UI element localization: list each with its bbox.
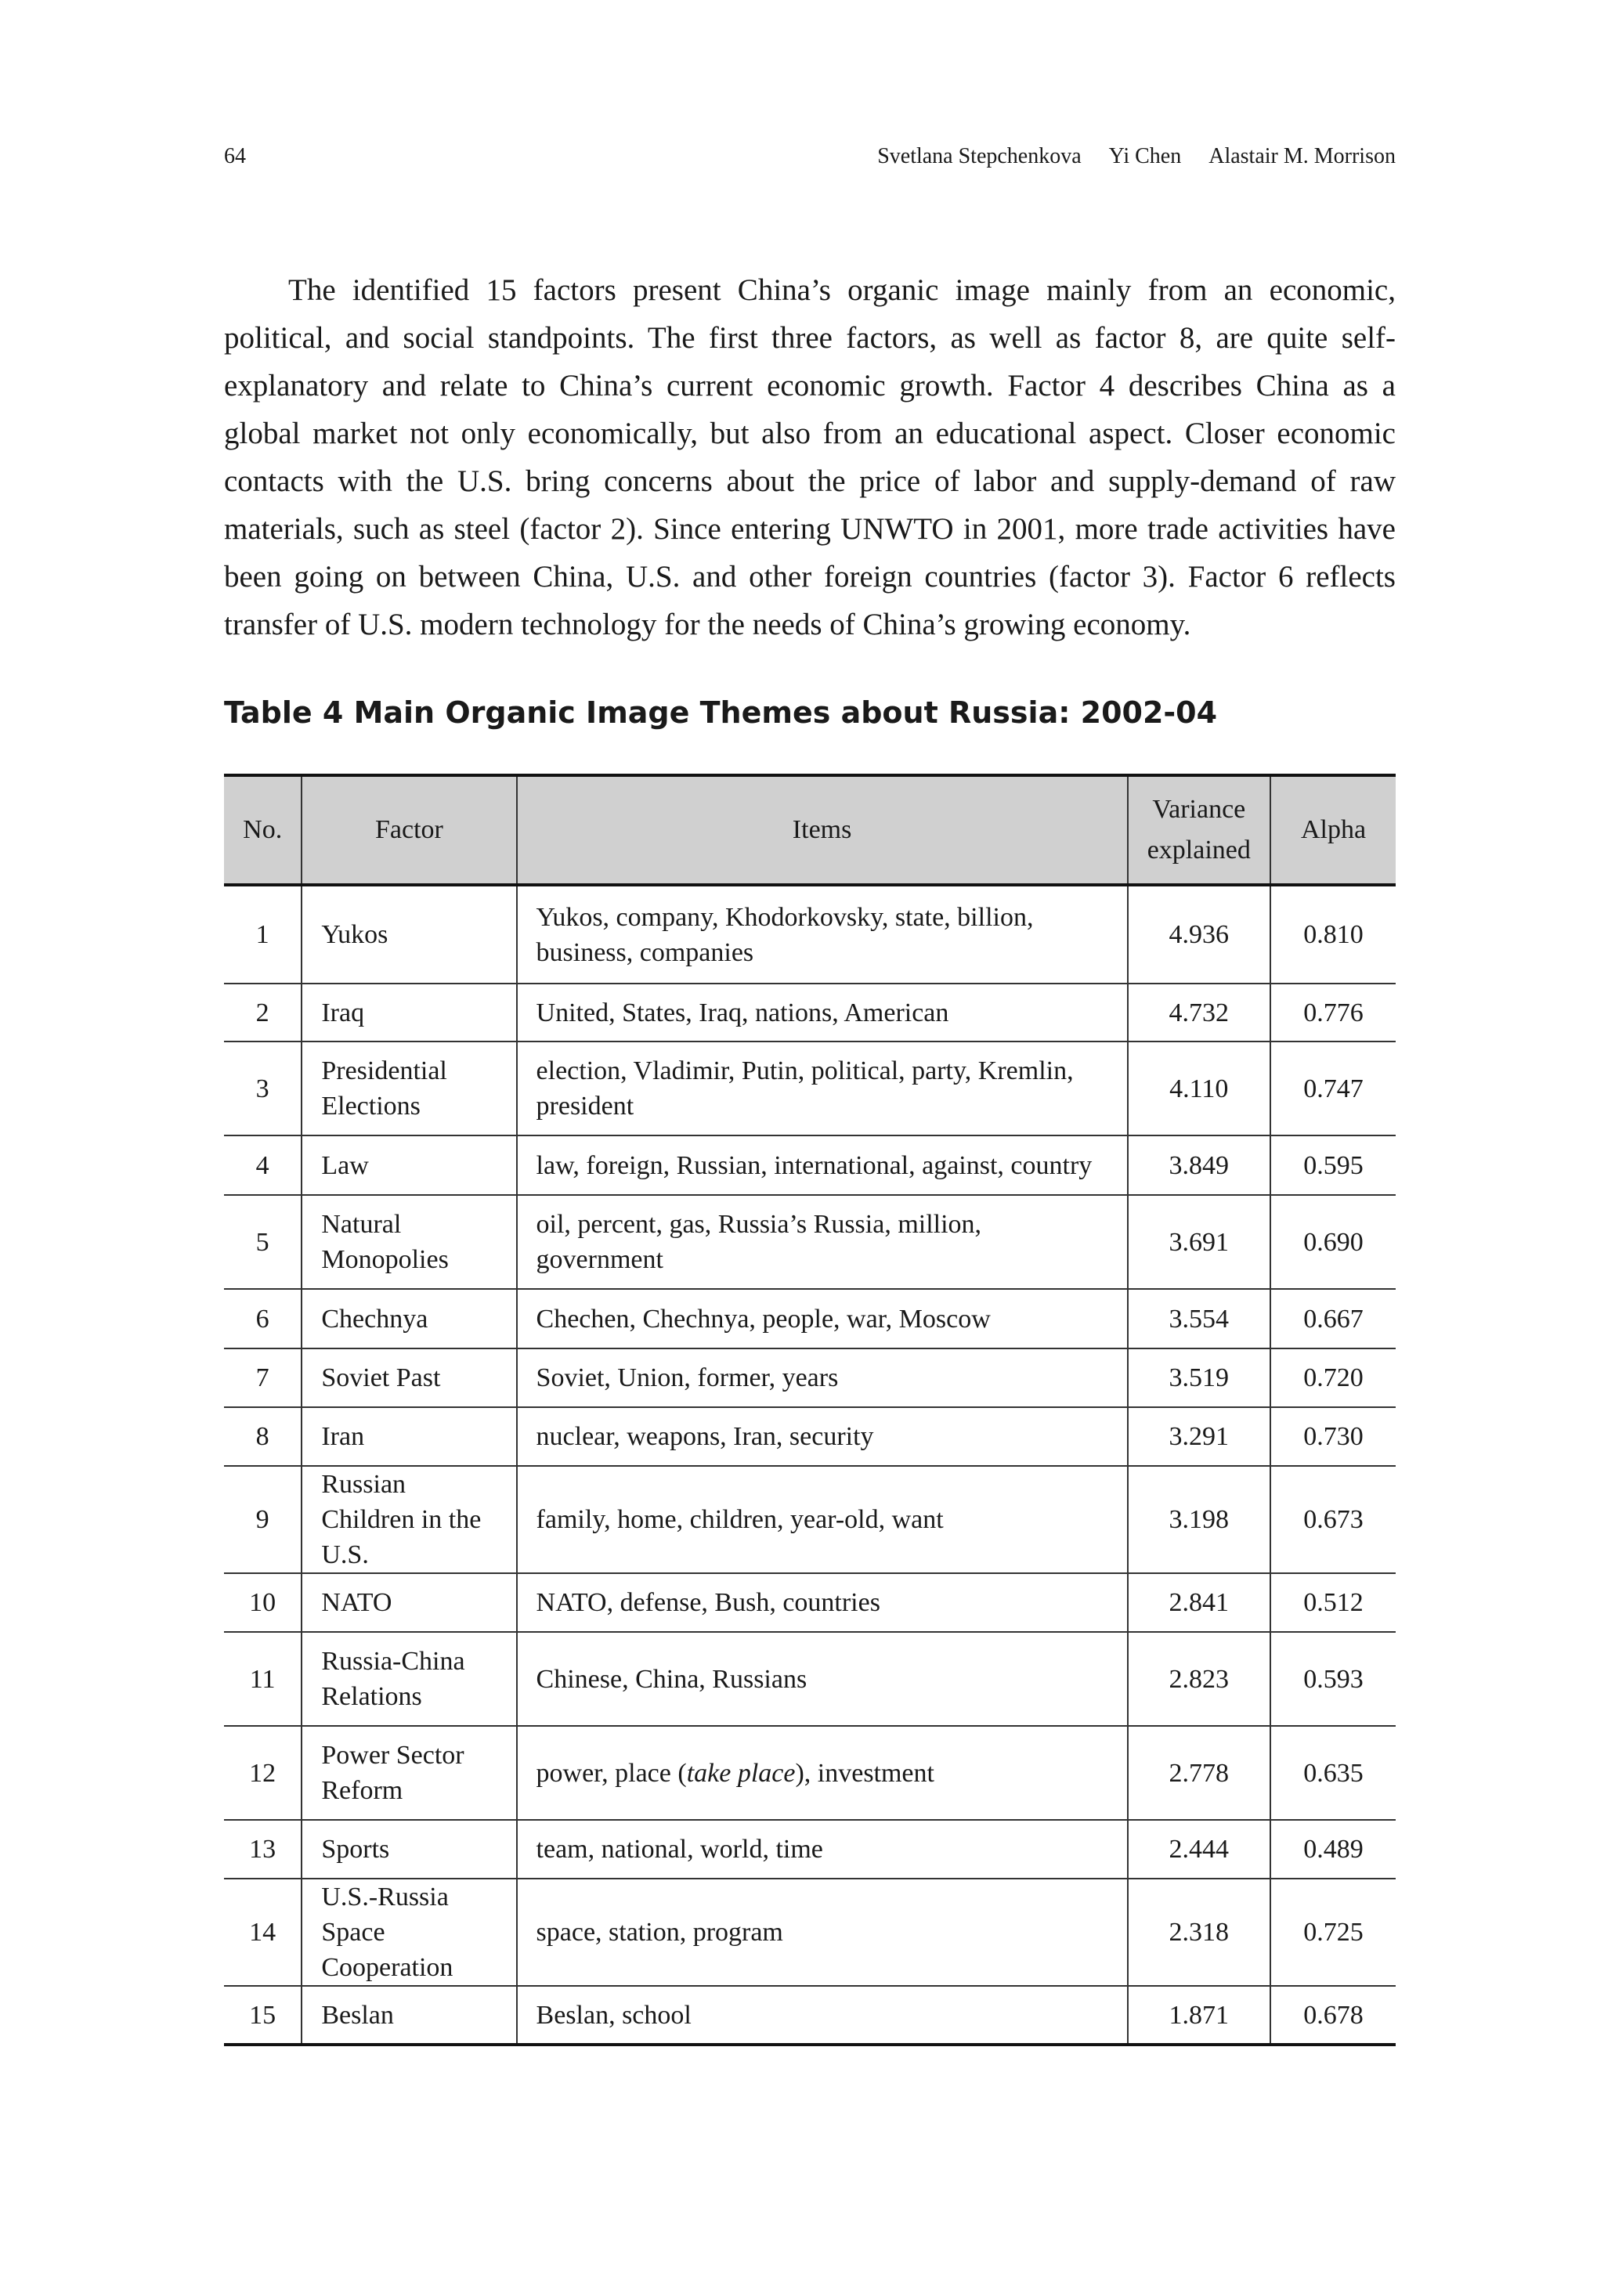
table-row bbox=[224, 1042, 1396, 1135]
cell-variance: 4.936 bbox=[1128, 885, 1270, 984]
cell-items: nuclear, weapons, Iran, security bbox=[517, 1407, 1128, 1466]
table-caption: Table 4 Main Organic Image Themes about Russia: 2002-04 bbox=[224, 695, 1218, 730]
table-row bbox=[224, 1820, 1396, 1879]
cell-alpha: 0.776 bbox=[1270, 984, 1396, 1042]
header-variance-line1: Variance bbox=[1152, 795, 1246, 824]
table-row bbox=[224, 1632, 1396, 1726]
table-row bbox=[224, 885, 1396, 984]
running-header bbox=[224, 144, 1396, 169]
cell-no: 15 bbox=[224, 1986, 302, 2045]
cell-alpha: 0.512 bbox=[1270, 1573, 1396, 1632]
header-no: No. bbox=[224, 775, 302, 885]
cell-items-text: ), investment bbox=[795, 1758, 934, 1788]
cell-items: Yukos, company, Khodorkovsky, state, billion, business, companies bbox=[517, 885, 1128, 984]
table-row bbox=[224, 1289, 1396, 1348]
cell-factor: Chechnya bbox=[302, 1289, 516, 1348]
cell-factor: Sports bbox=[302, 1820, 516, 1879]
cell-factor: Law bbox=[302, 1135, 516, 1195]
cell-no: 1 bbox=[255, 920, 269, 949]
body-paragraph: The identified 15 factors present China’s organic image mainly from an economic, political, and social standpoints. The first three factors, as well as factor 8, are quite self-explanatory and relate to China’s current economic growth. Factor 4 describes China as a global market not only economically, but also from an educational aspect. Closer economic contacts with the U.S. bring concerns about the price of labor and supply-demand of raw materials, such as steel (factor 2). Since entering UNWTO in 2001, more trade activities have been going on between China, U.S. and other foreign countries (factor 3). Factor 6 reflects transfer of U.S. modern technology for the needs of China’s growing economy. bbox=[224, 273, 1396, 641]
cell-no: 11 bbox=[224, 1632, 302, 1726]
cell-factor: Power Sector Reform bbox=[302, 1726, 516, 1820]
cell-variance: 2.444 bbox=[1128, 1820, 1270, 1879]
table-row bbox=[224, 1573, 1396, 1632]
table-row bbox=[224, 1407, 1396, 1466]
table-row bbox=[224, 1195, 1396, 1289]
cell-no: 7 bbox=[224, 1348, 302, 1407]
cell-alpha: 0.667 bbox=[1270, 1289, 1396, 1348]
cell-variance: 2.823 bbox=[1128, 1632, 1270, 1726]
cell-no: 10 bbox=[224, 1573, 302, 1632]
cell-items: United, States, Iraq, nations, American bbox=[517, 984, 1128, 1042]
cell-factor: NATO bbox=[302, 1573, 516, 1632]
cell-variance: 3.554 bbox=[1128, 1289, 1270, 1348]
cell-items: team, national, world, time bbox=[517, 1820, 1128, 1879]
cell-factor: Natural Monopolies bbox=[302, 1195, 516, 1289]
cell-factor: Soviet Past bbox=[302, 1348, 516, 1407]
cell-alpha: 0.690 bbox=[1270, 1195, 1396, 1289]
cell-alpha: 0.593 bbox=[1270, 1632, 1396, 1726]
cell-no: 4 bbox=[224, 1135, 302, 1195]
cell-variance: 3.519 bbox=[1128, 1348, 1270, 1407]
factor-table bbox=[224, 774, 1396, 2046]
table-row bbox=[224, 1986, 1396, 2045]
cell-variance: 2.841 bbox=[1128, 1573, 1270, 1632]
author-name: Alastair M. Morrison bbox=[1208, 144, 1396, 168]
cell-alpha: 0.720 bbox=[1270, 1348, 1396, 1407]
cell-alpha: 0.489 bbox=[1270, 1820, 1396, 1879]
cell-no: 9 bbox=[224, 1466, 302, 1573]
cell-variance: 4.732 bbox=[1128, 984, 1270, 1042]
table-header-row bbox=[224, 775, 1396, 885]
header-items: Items bbox=[517, 775, 1128, 885]
cell-alpha: 0.725 bbox=[1270, 1879, 1396, 1986]
cell-no: 14 bbox=[224, 1879, 302, 1986]
cell-alpha: 0.673 bbox=[1270, 1466, 1396, 1573]
cell-variance: 3.291 bbox=[1128, 1407, 1270, 1466]
cell-factor: Beslan bbox=[302, 1986, 516, 2045]
cell-items: election, Vladimir, Putin, political, party, Kremlin, president bbox=[517, 1042, 1128, 1135]
cell-items: Chechen, Chechnya, people, war, Moscow bbox=[517, 1289, 1128, 1348]
cell-no: 3 bbox=[224, 1042, 302, 1135]
cell-factor: Iraq bbox=[302, 984, 516, 1042]
table-row bbox=[224, 984, 1396, 1042]
cell-factor: Iran bbox=[302, 1407, 516, 1466]
cell-alpha: 0.810 bbox=[1270, 885, 1396, 984]
cell-factor: Russian Children in the U.S. bbox=[302, 1466, 516, 1573]
cell-alpha: 0.730 bbox=[1270, 1407, 1396, 1466]
author-name: Yi Chen bbox=[1108, 144, 1182, 168]
header-variance bbox=[1128, 775, 1270, 885]
cell-no: 8 bbox=[224, 1407, 302, 1466]
header-alpha: Alpha bbox=[1270, 775, 1396, 885]
author-list bbox=[855, 144, 1396, 169]
cell-items: Beslan, school bbox=[517, 1986, 1128, 2045]
cell-variance: 3.691 bbox=[1128, 1195, 1270, 1289]
header-factor: Factor bbox=[302, 775, 516, 885]
cell-items: family, home, children, year-old, want bbox=[517, 1466, 1128, 1573]
cell-items: oil, percent, gas, Russia’s Russia, million, government bbox=[517, 1195, 1128, 1289]
page-number: 64 bbox=[224, 144, 246, 168]
cell-factor: U.S.-Russia Space Cooperation bbox=[302, 1879, 516, 1986]
cell-items-italic: take place bbox=[686, 1758, 796, 1788]
cell-factor: Yukos bbox=[302, 885, 516, 984]
table-row bbox=[224, 1348, 1396, 1407]
cell-alpha: 0.678 bbox=[1270, 1986, 1396, 2045]
cell-no: 5 bbox=[224, 1195, 302, 1289]
cell-factor: Russia-China Relations bbox=[302, 1632, 516, 1726]
table-row bbox=[224, 1466, 1396, 1573]
cell-variance: 3.198 bbox=[1128, 1466, 1270, 1573]
cell-items: NATO, defense, Bush, countries bbox=[517, 1573, 1128, 1632]
cell-no: 6 bbox=[224, 1289, 302, 1348]
cell-variance: 2.778 bbox=[1128, 1726, 1270, 1820]
cell-alpha: 0.635 bbox=[1270, 1726, 1396, 1820]
cell-variance: 3.849 bbox=[1128, 1135, 1270, 1195]
cell-items-text: power, place ( bbox=[536, 1758, 687, 1788]
cell-items bbox=[517, 1726, 1128, 1820]
cell-variance: 1.871 bbox=[1128, 1986, 1270, 2045]
author-name: Svetlana Stepchenkova bbox=[877, 144, 1082, 168]
cell-items: Soviet, Union, former, years bbox=[517, 1348, 1128, 1407]
cell-no: 13 bbox=[224, 1820, 302, 1879]
table-row bbox=[224, 1135, 1396, 1195]
cell-variance: 2.318 bbox=[1128, 1879, 1270, 1986]
cell-no: 12 bbox=[224, 1726, 302, 1820]
cell-alpha: 0.595 bbox=[1270, 1135, 1396, 1195]
cell-items: law, foreign, Russian, international, against, country bbox=[517, 1135, 1128, 1195]
cell-items: Chinese, China, Russians bbox=[517, 1632, 1128, 1726]
cell-alpha: 0.747 bbox=[1270, 1042, 1396, 1135]
table-row bbox=[224, 1879, 1396, 1986]
header-variance-line2: explained bbox=[1147, 836, 1251, 865]
cell-variance: 4.110 bbox=[1128, 1042, 1270, 1135]
table-row bbox=[224, 1726, 1396, 1820]
cell-factor: Presidential Elections bbox=[302, 1042, 516, 1135]
cell-no: 2 bbox=[224, 984, 302, 1042]
cell-items: space, station, program bbox=[517, 1879, 1128, 1986]
